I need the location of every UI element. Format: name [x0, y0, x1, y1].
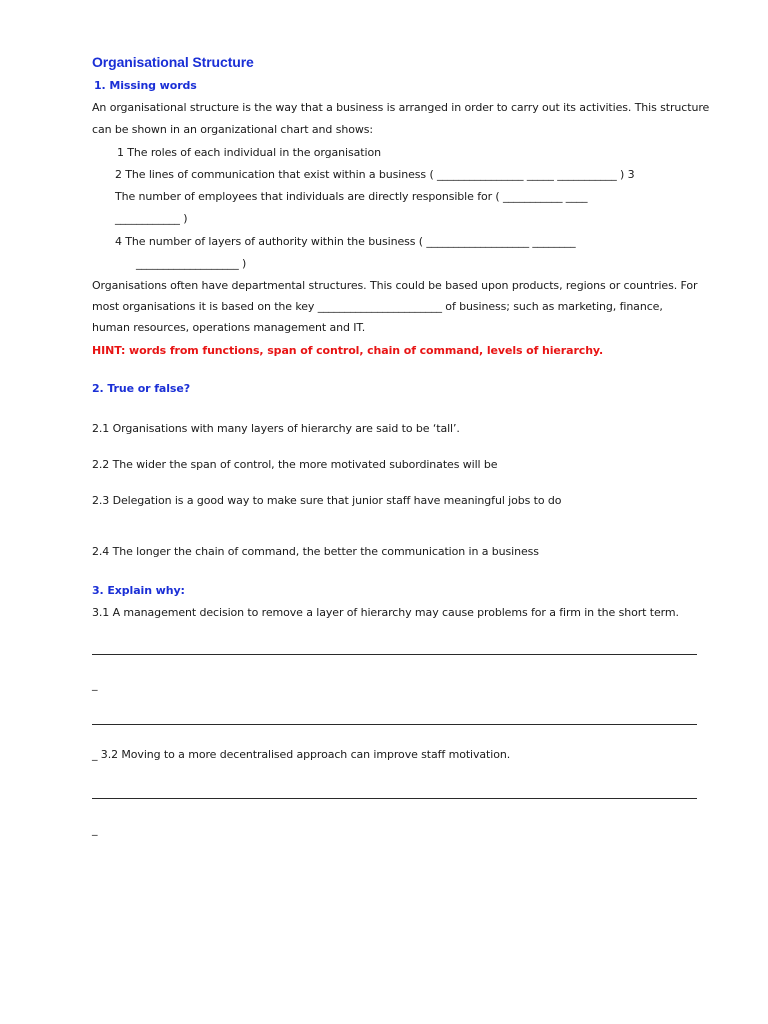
answer-line [92, 724, 697, 725]
section2-heading: 2. True or false? [92, 382, 190, 395]
list-item-span-of-control-continued: ____________ ) [115, 212, 188, 225]
answer-line [92, 798, 697, 799]
section3-heading: 3. Explain why: [92, 584, 185, 597]
intro-line-2: can be shown in an organizational chart and shows: [92, 123, 373, 136]
explain-question-2: _ 3.2 Moving to a more decentralised approach can improve staff motivation. [92, 748, 511, 761]
true-false-question-4: 2.4 The longer the chain of command, the better the communication in a business [92, 545, 539, 558]
intro-line-1: An organisational structure is the way that a business is arranged in order to carry out its activities. This structure [92, 101, 710, 114]
departments-paragraph-line-3: human resources, operations management and IT. [92, 321, 366, 334]
list-item-levels-of-authority-continued: ___________________ ) [136, 257, 247, 270]
list-item-span-of-control: The number of employees that individuals are directly responsible for ( ___________ ____ [115, 190, 588, 203]
explain-question-1: 3.1 A management decision to remove a layer of hierarchy may cause problems for a firm in the short term. [92, 606, 679, 619]
hint-text: HINT: words from functions, span of control, chain of command, levels of hierarchy. [92, 344, 604, 357]
answer-line [92, 654, 697, 655]
true-false-question-2: 2.2 The wider the span of control, the more motivated subordinates will be [92, 458, 498, 471]
section1-heading: 1. Missing words [94, 79, 197, 92]
list-item-lines-of-communication: 2 The lines of communication that exist within a business ( ________________ _____ ___________ ) 3 [115, 168, 635, 181]
true-false-question-3: 2.3 Delegation is a good way to make sure that junior staff have meaningful jobs to do [92, 494, 562, 507]
answer-line-stub: _ [92, 678, 98, 691]
departments-paragraph-line-1: Organisations often have departmental structures. This could be based upon products, regions or countries. For [92, 279, 698, 292]
page-title: Organisational Structure [92, 54, 254, 70]
list-item-roles: 1 The roles of each individual in the organisation [117, 146, 381, 159]
true-false-question-1: 2.1 Organisations with many layers of hierarchy are said to be ‘tall’. [92, 422, 460, 435]
answer-line-stub: _ [92, 823, 98, 836]
departments-paragraph-line-2: most organisations it is based on the key _______________________ of business; such as marketing, finance, [92, 300, 663, 313]
list-item-levels-of-authority: 4 The number of layers of authority within the business ( ___________________ ________ [115, 235, 576, 248]
